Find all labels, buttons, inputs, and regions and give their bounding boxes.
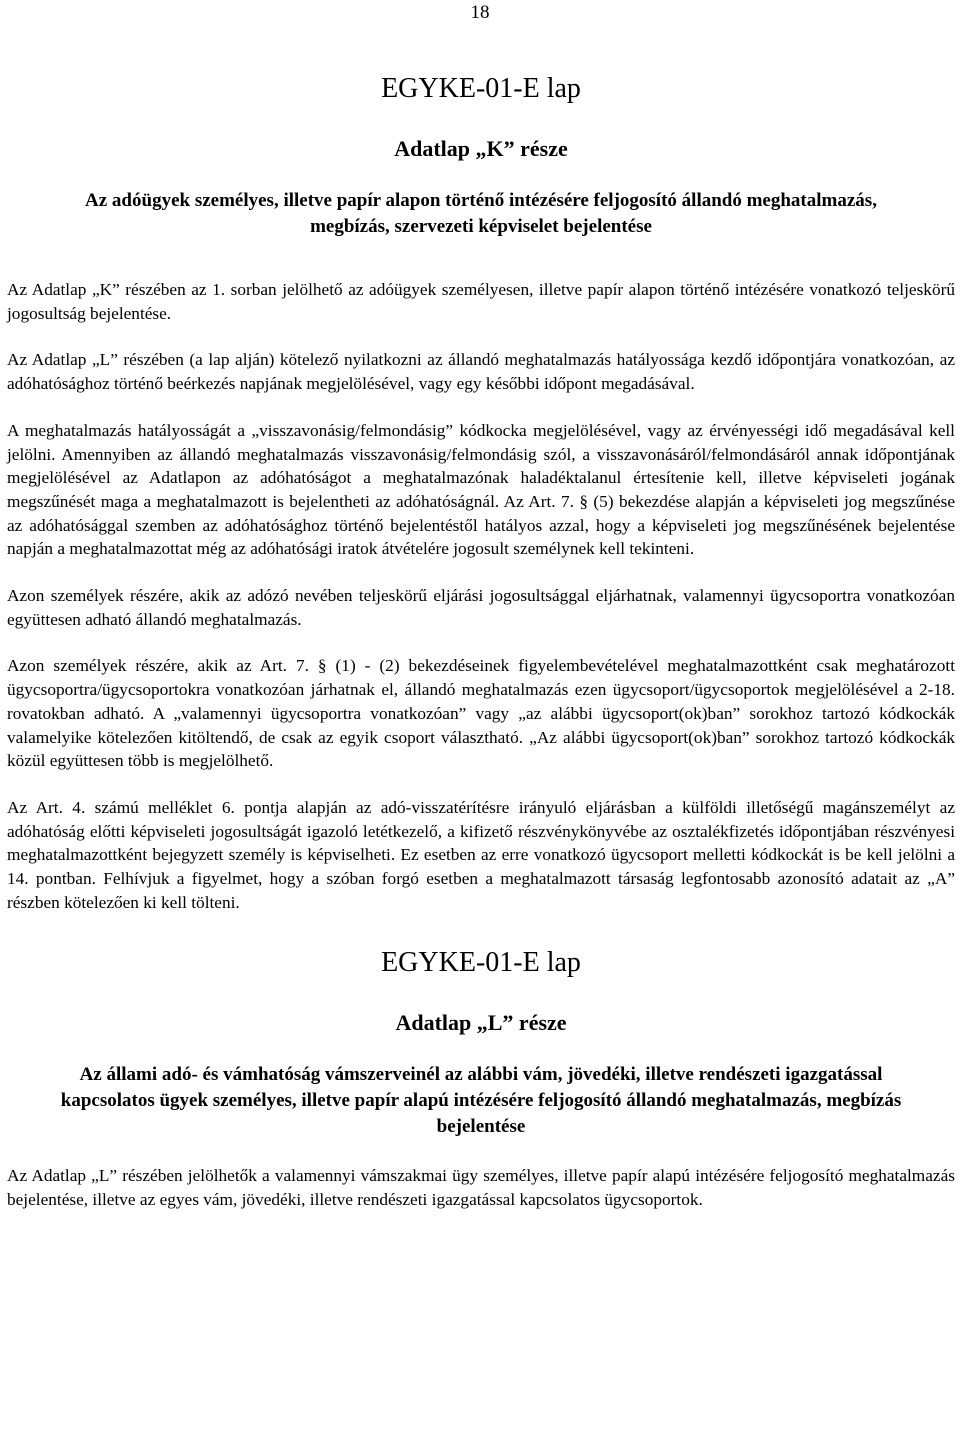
section-l-paragraph: Az Adatlap „L” részében jelölhetők a valamennyi vámszakmai ügy személyes, illetve papír alapú intézésére feljogosító meghatalmazás bejelentése, illetve az egyes vám, jövedéki, illetve rendészeti igazgatással kapcsolatos ügycsoportok. xyxy=(7,1166,955,1210)
section-k-paragraph: Azon személyek részére, akik az adózó nevében teljeskörű eljárási jogosultsággal eljárhatnak, valamennyi ügycsoportra vonatkozóan együttesen adható állandó meghatalmazás. xyxy=(7,586,955,629)
section-k-paragraph: A meghatalmazás hatályosságát a „visszavonásig/felmondásig” kódkocka megjelölésével, vagy az érvényességi idő megadásával kell jelölni. Amennyiben az állandó meghatalmazás visszavonásig/felmondásig szól, a visszavonásáról/felmondásáról annak időpontjának megjelölésével az Adatlapon az adóhatóságot a meghatalmazónak haladéktalanul értesítenie kell, illetve képviseleti jogának megszűnését maga a meghatalmazott is bejelentheti az adóhatóságnál. Az Art. 7. § (5) bekezdése alapján a képviseleti jog megszűnése az adóhatósággal szemben az adóhatósághoz történő bejelentéstől hatályos azzal, hogy a képviseleti jog megszűnésének bejelentése napján a meghatalmazottat még az adóhatósági iratok átvételére jogosult személynek kell tekinteni. xyxy=(7,420,955,559)
section-l-title: EGYKE-01-E lap xyxy=(381,947,581,979)
page-content xyxy=(7,70,955,1212)
section-k-paragraph: Azon személyek részére, akik az Art. 7. § (1) - (2) bekezdéseinek figyelembevételével meghatalmazottként csak meghatározott ügycsoportra/ügycsoportokra vonatkozóan járhatnak el, állandó meghatalmazás ezen ügycsoport/ügycsoportok megjelölésével a 2-18. rovatokban adható. A „valamennyi ügycsoportra vonatkozóan” vagy „az alábbi ügycsoport(ok)ban” sorokhoz tartozó kódkockák valamelyike kötelezően kitöltendő, de csak az egyik csoport választható. „Az alábbi ügycsoport(ok)ban” sorokhoz tartozó kódkockák közül együttesen több is megjelölhető. xyxy=(7,656,955,771)
section-k-description: Az adóügyek személyes, illetve papír alapon történő intézésére feljogosító állandó meghatalmazás, megbízás, szervezeti képviselet bejelentése xyxy=(85,190,877,237)
section-l-subtitle: Adatlap „L” része xyxy=(395,1010,567,1036)
section-k-paragraph: Az Adatlap „L” részében (a lap alján) kötelező nyilatkozni az állandó meghatalmazás hatályossága kezdő időpontjára vonatkozóan, az adóhatósághoz történő beérkezés napjának megjelölésével, vagy egy későbbi időpont megadásával. xyxy=(7,350,955,394)
section-k-subtitle: Adatlap „K” része xyxy=(394,136,568,161)
section-l-description: Az állami adó- és vámhatóság vámszerveinél az alábbi vám, jövedéki, illetve rendészeti igazgatással kapcsolatos ügyek személyes, illetve papír alapú intézésére feljogosító állandó meghatalmazás, megbízás bejelentése xyxy=(60,1064,902,1138)
page-number: 18 xyxy=(470,2,490,23)
section-k-paragraph: Az Art. 4. számú melléklet 6. pontja alapján az adó-visszatérítésre irányuló eljárásban a külföldi illetőségű magánszemélyt az adóhatóság előtti képviseleti jogosultságát igazoló letétkezelő, a kifizető részvénykönyvébe az osztalékfizetés időpontjában részvényesi meghatalmazottként bejegyzett személy is képviselheti. Ez esetben az erre vonatkozó ügycsoport melletti kódkockát is be kell jelölni a 14. pontban. Felhívjuk a figyelmet, hogy a szóban forgó esetben a meghatalmazott társaság legfontosabb azonosító adatait az „A” részben kötelezően ki kell tölteni. xyxy=(7,797,955,912)
section-k-title: EGYKE-01-E lap xyxy=(381,73,581,104)
section-k-paragraph: Az Adatlap „K” részében az 1. sorban jelölhető az adóügyek személyesen, illetve papír alapon történő intézésére vonatkozó teljeskörű jogosultság bejelentése. xyxy=(7,280,955,323)
